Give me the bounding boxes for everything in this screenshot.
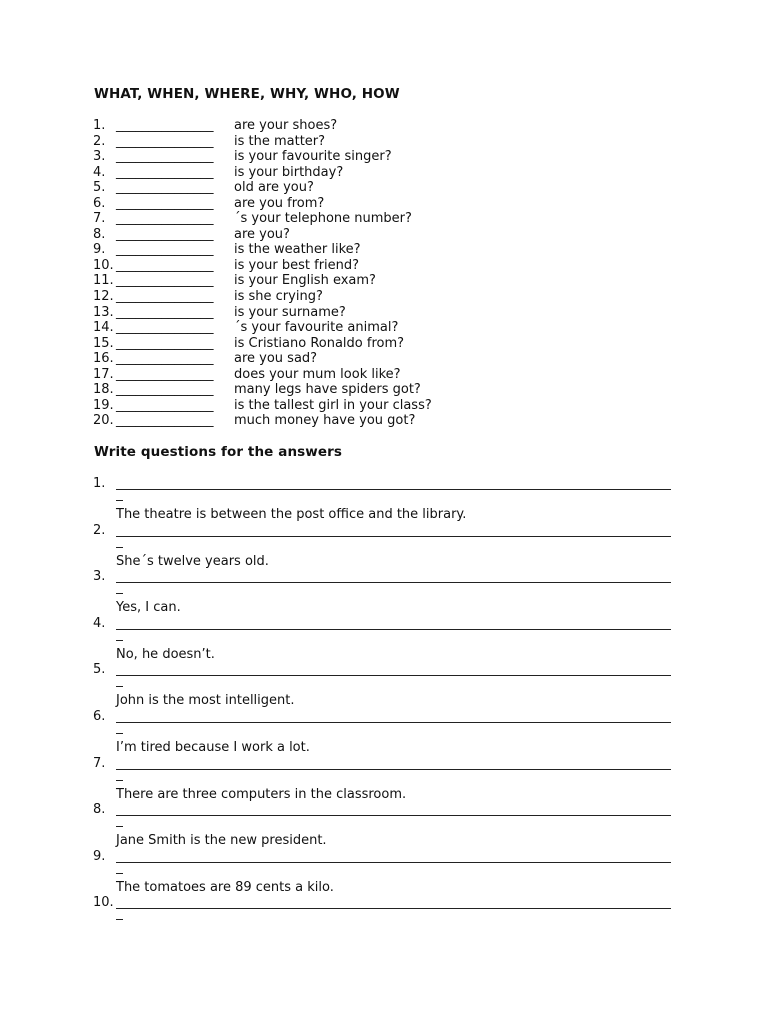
answer-number: 6. — [93, 708, 106, 724]
answer-blank[interactable]: _______________ — [116, 273, 214, 289]
question-row — [93, 211, 693, 227]
question-text: is your favourite singer? — [234, 149, 392, 165]
question-row — [93, 289, 693, 305]
answer-blank[interactable]: _______________ — [116, 397, 214, 413]
section1-title: WHAT, WHEN, WHERE, WHY, WHO, HOW — [94, 86, 400, 102]
question-number: 10. — [93, 257, 114, 273]
answer-number: 10. — [93, 895, 114, 911]
answer-number: 2. — [93, 522, 106, 538]
section2-title: Write questions for the answers — [94, 444, 343, 460]
question-row — [93, 165, 693, 181]
question-text: is the tallest girl in your class? — [234, 397, 432, 413]
answer-item — [93, 800, 693, 847]
given-answer: John is the most intelligent. — [116, 693, 295, 709]
line-tail — [116, 686, 123, 687]
question-number: 11. — [93, 273, 114, 289]
answer-blank[interactable]: _______________ — [116, 195, 214, 211]
question-row — [93, 134, 693, 150]
answer-number: 8. — [93, 802, 106, 818]
answer-blank[interactable]: _______________ — [116, 351, 214, 367]
answer-number: 9. — [93, 848, 106, 864]
line-tail — [116, 547, 123, 548]
answer-blank[interactable]: _______________ — [116, 133, 214, 149]
question-text: are you sad? — [234, 351, 318, 367]
question-number: 8. — [93, 226, 106, 242]
question-row — [93, 413, 693, 429]
answer-blank[interactable]: _______________ — [116, 211, 214, 227]
answer-blank[interactable]: _______________ — [116, 413, 214, 429]
line-tail — [116, 826, 123, 827]
answer-blank[interactable]: _______________ — [116, 304, 214, 320]
answer-blank[interactable]: _______________ — [116, 366, 214, 382]
question-row — [93, 258, 693, 274]
answer-item — [93, 567, 693, 614]
line-tail — [116, 500, 123, 501]
question-text: are you? — [234, 226, 290, 242]
question-number: 17. — [93, 366, 114, 382]
line-tail — [116, 873, 123, 874]
question-number: 4. — [93, 164, 106, 180]
line-tail — [116, 640, 123, 641]
answer-blank[interactable]: _______________ — [116, 149, 214, 165]
question-text: old are you? — [234, 180, 314, 196]
answer-number: 7. — [93, 755, 106, 771]
question-text: many legs have spiders got? — [234, 382, 421, 398]
question-write-line[interactable] — [116, 629, 671, 630]
question-number: 6. — [93, 195, 106, 211]
answer-item — [93, 474, 693, 521]
answer-item — [93, 754, 693, 801]
question-text: is your best friend? — [234, 257, 360, 273]
line-tail — [116, 919, 123, 920]
answer-questions-list — [93, 474, 693, 940]
question-text: is your birthday? — [234, 164, 344, 180]
line-tail — [116, 780, 123, 781]
answer-item — [93, 521, 693, 568]
question-row — [93, 398, 693, 414]
question-row — [93, 227, 693, 243]
question-text: ´s your favourite animal? — [234, 320, 399, 336]
line-tail — [116, 593, 123, 594]
question-row — [93, 118, 693, 134]
question-row — [93, 180, 693, 196]
question-write-line[interactable] — [116, 862, 671, 863]
answer-blank[interactable]: _______________ — [116, 289, 214, 305]
question-number: 16. — [93, 351, 114, 367]
question-number: 12. — [93, 289, 114, 305]
answer-blank[interactable]: _______________ — [116, 226, 214, 242]
question-row — [93, 196, 693, 212]
answer-item — [93, 660, 693, 707]
given-answer: She´s twelve years old. — [116, 553, 269, 569]
given-answer: The tomatoes are 89 cents a kilo. — [116, 879, 334, 895]
given-answer: There are three computers in the classroom. — [116, 786, 407, 802]
question-text: are you from? — [234, 195, 325, 211]
question-number: 19. — [93, 397, 114, 413]
answer-blank[interactable]: _______________ — [116, 382, 214, 398]
answer-number: 5. — [93, 662, 106, 678]
question-text: is the weather like? — [234, 242, 361, 258]
answer-blank[interactable]: _______________ — [116, 180, 214, 196]
question-write-line[interactable] — [116, 536, 671, 537]
answer-blank[interactable]: _______________ — [116, 164, 214, 180]
question-row — [93, 320, 693, 336]
question-write-line[interactable] — [116, 675, 671, 676]
question-text: much money have you got? — [234, 413, 416, 429]
question-word-list — [93, 118, 693, 429]
question-text: is your English exam? — [234, 273, 376, 289]
answer-number: 3. — [93, 569, 106, 585]
question-row — [93, 305, 693, 321]
line-tail — [116, 733, 123, 734]
question-write-line[interactable] — [116, 582, 671, 583]
question-row — [93, 351, 693, 367]
question-text: are your shoes? — [234, 118, 338, 133]
question-number: 14. — [93, 320, 114, 336]
question-write-line[interactable] — [116, 722, 671, 723]
given-answer: Jane Smith is the new president. — [116, 833, 327, 849]
question-number: 18. — [93, 382, 114, 398]
answer-blank[interactable]: _______________ — [116, 242, 214, 258]
question-write-line[interactable] — [116, 769, 671, 770]
question-number: 1. — [93, 118, 106, 133]
answer-item — [93, 847, 693, 894]
answer-blank[interactable]: _______________ — [116, 257, 214, 273]
given-answer: Yes, I can. — [116, 600, 181, 616]
question-row — [93, 367, 693, 383]
question-row — [93, 336, 693, 352]
question-number: 7. — [93, 211, 106, 227]
question-number: 5. — [93, 180, 106, 196]
question-text: ´s your telephone number? — [234, 211, 412, 227]
answer-number: 1. — [93, 476, 106, 491]
question-number: 20. — [93, 413, 114, 429]
answer-item — [93, 893, 693, 940]
given-answer: I’m tired because I work a lot. — [116, 739, 310, 755]
given-answer: No, he doesn’t. — [116, 646, 215, 662]
question-text: does your mum look like? — [234, 366, 401, 382]
question-write-line[interactable] — [116, 908, 671, 909]
question-row — [93, 382, 693, 398]
answer-item — [93, 614, 693, 661]
answer-blank[interactable]: _______________ — [116, 118, 214, 133]
question-row — [93, 273, 693, 289]
question-row — [93, 149, 693, 165]
given-answer: The theatre is between the post office and the library. — [116, 507, 467, 522]
question-number: 13. — [93, 304, 114, 320]
question-write-line[interactable] — [116, 489, 671, 490]
answer-item — [93, 707, 693, 754]
question-write-line[interactable] — [116, 815, 671, 816]
question-text: is your surname? — [234, 304, 346, 320]
question-number: 2. — [93, 133, 106, 149]
question-row — [93, 242, 693, 258]
answer-blank[interactable]: _______________ — [116, 335, 214, 351]
question-number: 3. — [93, 149, 106, 165]
question-number: 9. — [93, 242, 106, 258]
answer-blank[interactable]: _______________ — [116, 320, 214, 336]
question-text: is Cristiano Ronaldo from? — [234, 335, 405, 351]
question-text: is the matter? — [234, 133, 326, 149]
question-text: is she crying? — [234, 289, 323, 305]
question-number: 15. — [93, 335, 114, 351]
answer-number: 4. — [93, 615, 106, 631]
